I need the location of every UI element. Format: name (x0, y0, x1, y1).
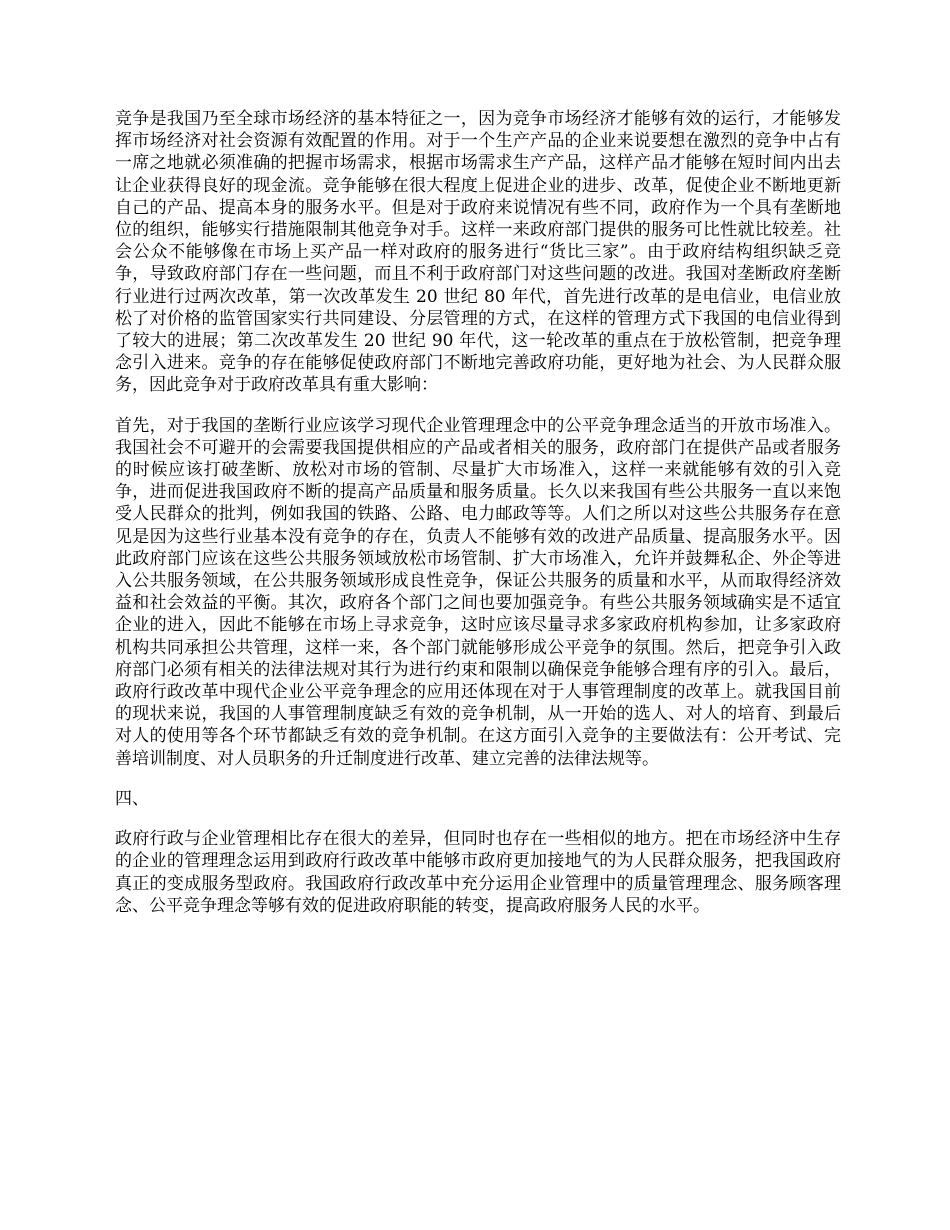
paragraph-conclusion: 政府行政与企业管理相比存在很大的差异，但同时也存在一些相似的地方。把在市场经济中生存的企业的管理理念运用到政府行政改革中能够市政府更加接地气的为人民群众服务，把我国政府真正的变成服务型政府。我国政府行政改革中充分运用企业管理中的质量管理理念、服务顾客理念、公平竞争理念等够有效的促进政府职能的转变，提高政府服务人民的水平。 (115, 829, 841, 916)
section-number-four: 四、 (115, 788, 149, 809)
document-body (115, 108, 841, 935)
paragraph-fair-competition: 首先，对于我国的垄断行业应该学习现代企业管理理念中的公平竞争理念适当的开放市场准入。我国社会不可避开的会需要我国提供相应的产品或者相关的服务，政府部门在提供产品或者服务的时候应该打破垄断、放松对市场的管制、尽量扩大市场准入，这样一来就能够有效的引入竞争，进而促进我国政府不断的提高产品质量和服务质量。长久以来我国有些公共服务一直以来饱受人民群众的批判，例如我国的铁路、公路、电力邮政等等。人们之所以对这些公共服务存在意见是因为这些行业基本没有竞争的存在，负责人不能够有效的改进产品质量、提高服务水平。因此政府部门应该在这些公共服务领域放松市场管制、扩大市场准入，允许并鼓舞私企、外企等进入公共服务领域，在公共服务领域形成良性竞争，保证公共服务的质量和水平，从而取得经济效益和社会效益的平衡。其次，政府各个部门之间也要加强竞争。有些公共服务领域确实是不适宜企业的进入，因此不能够在市场上寻求竞争，这时应该尽量寻求多家政府机构参加，让多家政府机构共同承担公共管理，这样一来，各个部门就能够形成公平竞争的氛围。然后，把竞争引入政府部门必须有相关的法律法规对其行为进行约束和限制以确保竞争能够合理有序的引入。最后，政府行政改革中现代企业公平竞争理念的应用还体现在对于人事管理制度的改革上。就我国目前的现状来说，我国的人事管理制度缺乏有效的竞争机制，从一开始的选人、对人的培育、到最后对人的使用等各个环节都缺乏有效的竞争机制。在这方面引入竞争的主要做法有：公开考试、完善培训制度、对人员职务的升迁制度进行改革、建立完善的法律法规等。 (115, 415, 841, 769)
paragraph-competition-intro: 竞争是我国乃至全球市场经济的基本特征之一，因为竞争市场经济才能够有效的运行，才能够发挥市场经济对社会资源有效配置的作用。对于一个生产产品的企业来说要想在激烈的竞争中占有一席之地就必须准确的把握市场需求，根据市场需求生产产品，这样产品才能够在短时间内出去让企业获得良好的现金流。竞争能够在很大程度上促进企业的进步、改革，促使企业不断地更新自己的产品、提高本身的服务水平。但是对于政府来说情况有些不同，政府作为一个具有垄断地位的组织，能够实行措施限制其他竞争对手。这样一来政府部门提供的服务可比性就比较差。社会公众不能够像在市场上买产品一样对政府的服务进行“货比三家”。由于政府结构组织缺乏竞争，导致政府部门存在一些问题，而且不利于政府部门对这些问题的改进。我国对垄断政府垄断行业进行过两次改革，第一次改革发生 20 世纪 80 年代，首先进行改革的是电信业，电信业放松了对价格的监管国家实行共同建设、分层管理的方式，在这样的管理方式下我国的电信业得到了较大的进展；第二次改革发生 20 世纪 90 年代，这一轮改革的重点在于放松管制，把竞争理念引入进来。竞争的存在能够促使政府部门不断地完善政府功能，更好地为社会、为人民群众服务，因此竞争对于政府改革具有重大影响： (115, 109, 841, 396)
